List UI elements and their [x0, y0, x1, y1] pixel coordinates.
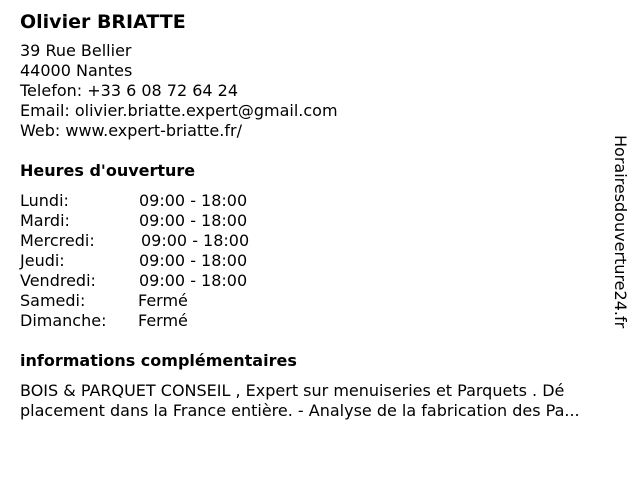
- hours-row-mardi: [20, 211, 632, 231]
- day-label: Lundi:: [20, 191, 69, 210]
- day-label: Samedi:: [20, 291, 86, 310]
- hours-title: Heures d'ouverture: [20, 161, 196, 180]
- info-description: [20, 381, 632, 421]
- day-hours: 09:00 - 18:00: [139, 211, 248, 230]
- business-name: Olivier BRIATTE: [20, 11, 186, 33]
- hours-row-mercredi: [20, 231, 632, 251]
- day-hours: 09:00 - 18:00: [139, 191, 248, 210]
- day-label: Jeudi:: [20, 251, 65, 270]
- day-label: Dimanche:: [20, 311, 107, 330]
- email-line: Email: olivier.briatte.expert@gmail.com: [20, 101, 338, 120]
- business-card: [20, 8, 632, 421]
- info-line-1: BOIS & PARQUET CONSEIL , Expert sur menuiseries et Parquets . Dé: [20, 381, 565, 400]
- day-hours: Fermé: [138, 291, 188, 310]
- hours-row-vendredi: [20, 271, 632, 291]
- day-hours: Fermé: [138, 311, 188, 330]
- hours-row-dimanche: [20, 311, 632, 331]
- hours-row-jeudi: [20, 251, 632, 271]
- info-line-2: placement dans la France entière. - Analyse de la fabrication des Pa...: [20, 401, 580, 420]
- info-title: informations complémentaires: [20, 351, 297, 370]
- hours-row-samedi: [20, 291, 632, 311]
- web-line: Web: www.expert-briatte.fr/: [20, 121, 242, 140]
- hours-row-lundi: [20, 191, 632, 211]
- day-label: Mercredi:: [20, 231, 95, 250]
- day-hours: 09:00 - 18:00: [139, 251, 248, 270]
- phone-line: Telefon: +33 6 08 72 64 24: [20, 81, 239, 100]
- day-label: Vendredi:: [20, 271, 96, 290]
- site-watermark: Horairesdouverture24.fr: [611, 135, 630, 329]
- day-hours: 09:00 - 18:00: [141, 231, 250, 250]
- day-hours: 09:00 - 18:00: [139, 271, 248, 290]
- day-label: Mardi:: [20, 211, 70, 230]
- address-city: 44000 Nantes: [20, 61, 133, 80]
- address-street: 39 Rue Bellier: [20, 41, 132, 60]
